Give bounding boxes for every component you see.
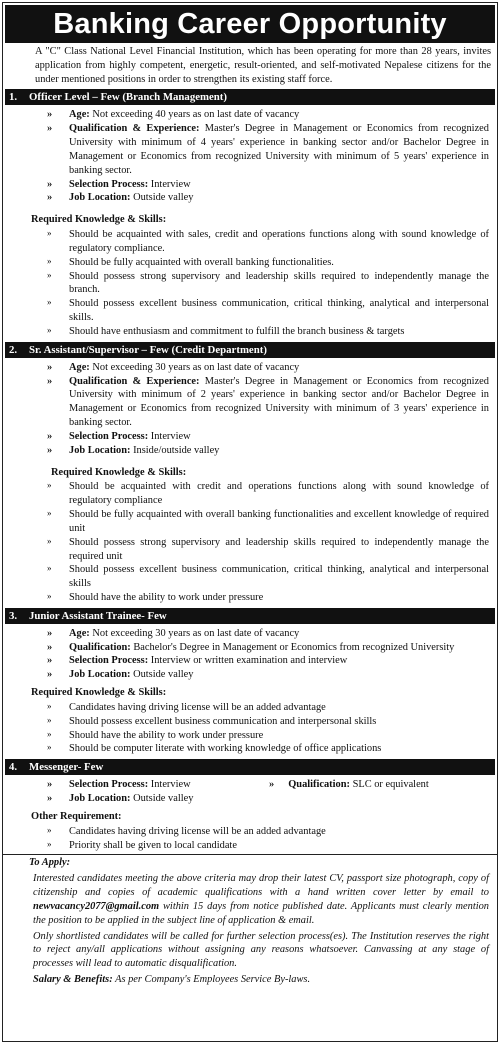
requirement-qualification: » Qualification & Experience: Master's Degree in Management or Economics from recognized University with minimum of 2 years' experience in banking sector and/or Bachelor Degree in Management or Economics from recognized University with minimum of 3 years' experience in banking sector. <box>47 375 493 430</box>
section-header-supervisor <box>5 342 495 358</box>
requirement-selection: » Selection Process: Interview <box>47 178 493 192</box>
requirement-age: » Age: Not exceeding 30 years as on last date of vacancy <box>47 627 493 641</box>
other-requirement-heading: Other Requirement: <box>31 810 122 822</box>
list-item: » Priority shall be given to local candidate <box>47 839 493 853</box>
list-item: » Candidates having driving license will be an added advantage <box>47 701 493 715</box>
list-item: » Should possess excellent business communication, critical thinking, analytical and interpersonal skills. <box>47 297 493 325</box>
section-number: 1. <box>9 91 18 104</box>
section-number: 4. <box>9 761 18 774</box>
job-advertisement <box>2 2 498 1042</box>
skills-heading: Required Knowledge & Skills: <box>51 466 187 478</box>
officer-skills-list <box>7 228 493 339</box>
list-item: » Should be computer literate with working knowledge of office applications <box>47 742 493 756</box>
intro-paragraph: A "C" Class National Level Financial Institution, which has been operating for more than 28 years, invites application from highly competent, energetic, result-oriented, and self-motivated Nepalese citizens for the under mentioned positions in order to strengthen its existing staff force. <box>35 46 491 85</box>
list-item: » Should have the ability to work under pressure <box>47 729 493 743</box>
list-item: » Should be fully acquainted with overall banking functionalities and excellent knowledge of required unit <box>47 508 493 536</box>
requirement-age: » Age: Not exceeding 40 years as on last date of vacancy <box>47 108 493 122</box>
apply-email[interactable]: newvacancy2077@gmail.com <box>33 900 160 912</box>
requirement-selection-and-qualification: » Selection Process: Interview » Qualification: SLC or equivalent <box>47 778 493 792</box>
list-item: » Should have enthusiasm and commitment to fulfill the branch business & targets <box>47 325 493 339</box>
section-title: Messenger- Few <box>29 761 104 774</box>
shortlist-note: Only shortlisted candidates will be called for further selection process(es). The Institution reserves the right to reject any/all applications without assigning any reasons whatsoever. Canvassing at any stage of processes will lead to automatic disqualification. <box>33 930 489 970</box>
supervisor-requirements <box>7 361 493 458</box>
requirement-location: » Job Location: Outside valley <box>47 792 493 806</box>
apply-heading: To Apply: <box>3 854 497 870</box>
requirement-location: » Job Location: Outside valley <box>47 668 493 682</box>
requirement-location: » Job Location: Inside/outside valley <box>47 444 493 458</box>
requirement-location: » Job Location: Outside valley <box>47 191 493 205</box>
skills-heading: Required Knowledge & Skills: <box>31 687 167 699</box>
list-item: » Should possess strong supervisory and leadership skills required to independently manage the branch. <box>47 270 493 298</box>
requirement-age: » Age: Not exceeding 30 years as on last date of vacancy <box>47 361 493 375</box>
section-title: Officer Level – Few (Branch Management) <box>29 91 227 104</box>
requirement-selection: » Selection Process: Interview or written examination and interview <box>47 654 493 668</box>
list-item: » Should have the ability to work under pressure <box>47 591 493 605</box>
messenger-other-list <box>7 825 493 853</box>
section-title: Sr. Assistant/Supervisor – Few (Credit Department) <box>29 343 267 356</box>
requirement-selection: » Selection Process: Interview <box>47 430 493 444</box>
requirement-qualification: » Qualification & Experience: Master's Degree in Management or Economics from recognized University with minimum of 4 years' experience in banking sector and/or Bachelor Degree in Management or Economics from recognized University with minimum of 5 years' experience in banking sector. <box>47 122 493 177</box>
apply-instructions: Interested candidates meeting the above criteria may drop their latest CV, passport size photograph, copy of citizenship and copies of academic qualifications with a hand written cover letter by email to newvacancy2077@gmail.com within 15 days from notice published date. Applicants must clearly mention the position to be applied in the subject line of application & email. <box>33 873 489 926</box>
officer-requirements <box>7 108 493 205</box>
section-header-officer <box>5 89 495 105</box>
section-number: 2. <box>9 343 18 356</box>
list-item: » Should possess excellent business communication and interpersonal skills <box>47 715 493 729</box>
section-number: 3. <box>9 609 18 622</box>
section-title: Junior Assistant Trainee- Few <box>29 609 167 622</box>
junior-assistant-requirements <box>7 627 493 682</box>
list-item: » Should possess strong supervisory and leadership skills required to independently manage the required unit <box>47 536 493 564</box>
requirement-qualification: » Qualification: Bachelor's Degree in Management or Economics from recognized University <box>47 641 493 655</box>
section-header-junior-assistant <box>5 608 495 624</box>
junior-assistant-skills-list <box>7 701 493 756</box>
salary-benefits: Salary & Benefits: As per Company's Employees Service By-laws. <box>33 974 311 986</box>
list-item: » Should possess excellent business communication, critical thinking, analytical and interpersonal skills <box>47 563 493 591</box>
list-item: » Should be acquainted with sales, credit and operations functions along with sound knowledge of regulatory compliance. <box>47 228 493 256</box>
skills-heading: Required Knowledge & Skills: <box>31 214 167 226</box>
supervisor-skills-list <box>7 480 493 604</box>
section-header-messenger <box>5 759 495 775</box>
messenger-requirements <box>7 778 493 806</box>
page-title: Banking Career Opportunity <box>5 5 495 43</box>
list-item: » Candidates having driving license will be an added advantage <box>47 825 493 839</box>
list-item: » Should be acquainted with credit and operations functions along with sound knowledge of regulatory compliance <box>47 480 493 508</box>
list-item: » Should be fully acquainted with overall banking functionalities. <box>47 256 493 270</box>
